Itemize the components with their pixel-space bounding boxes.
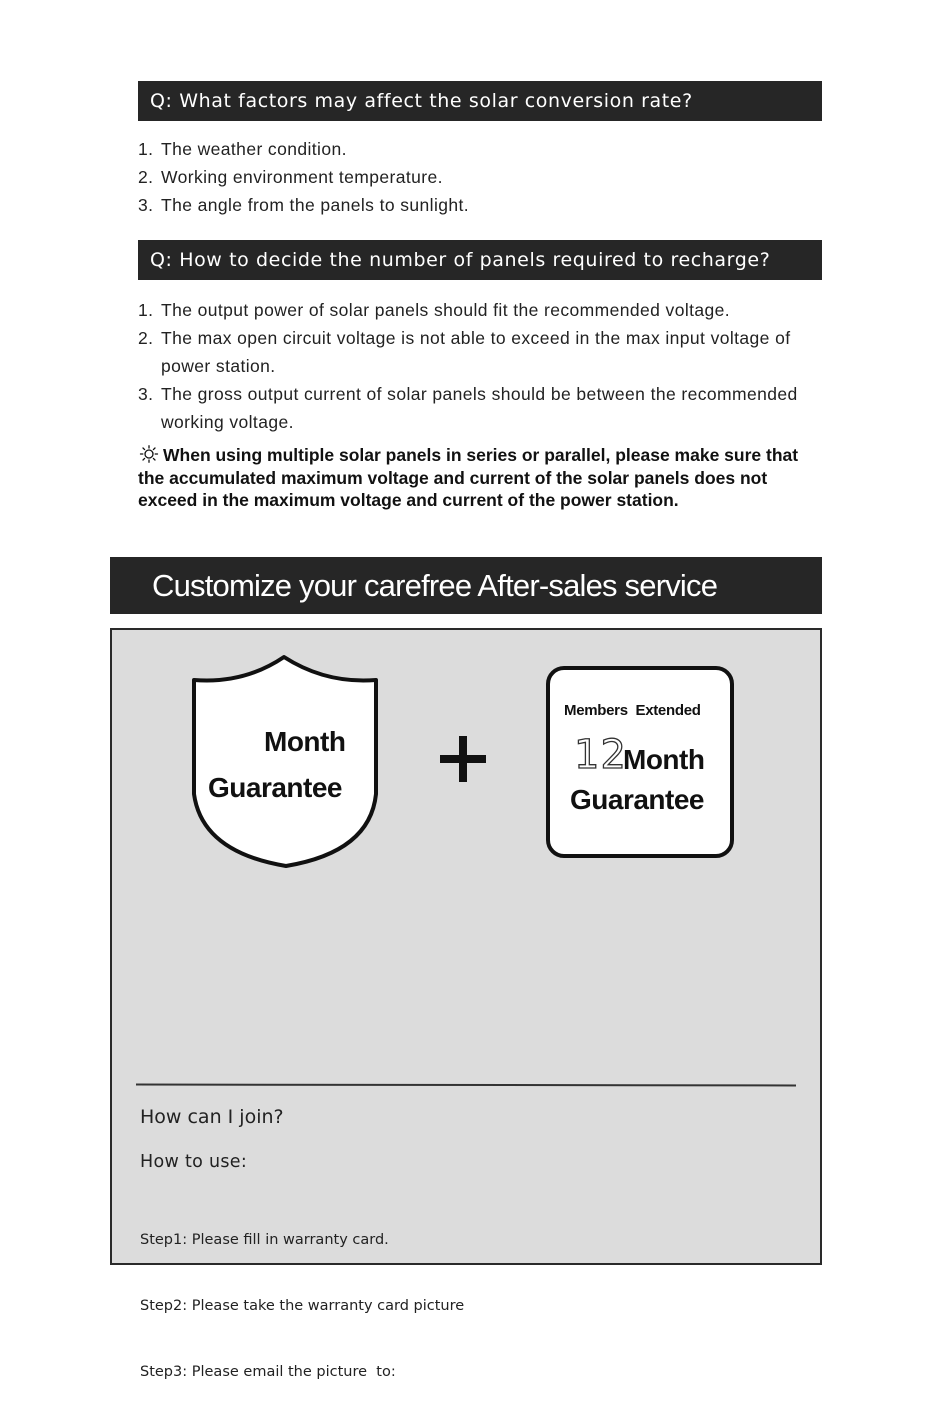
shield-icon xyxy=(190,654,384,870)
faq2-answer-list xyxy=(138,296,821,436)
item-number: 1. xyxy=(138,300,154,320)
item-text: Working environment temperature. xyxy=(161,167,443,187)
item-number: 2. xyxy=(138,328,154,348)
item-number: 3. xyxy=(138,384,154,404)
faq2-question: Q: How to decide the number of panels required to recharge? xyxy=(150,249,771,271)
steps-list xyxy=(140,1185,464,1427)
warning-note xyxy=(138,444,818,512)
shield-guarantee-label: Guarantee xyxy=(208,772,342,803)
item-text: The max open circuit voltage is not able to exceed in the max input voltage of power station. xyxy=(161,328,791,376)
list-item: Step2: Please take the warranty card picture xyxy=(140,1298,465,1314)
item-number: 2. xyxy=(138,167,154,187)
card-guarantee-label: Guarantee xyxy=(570,784,704,815)
extended-warranty-card xyxy=(546,666,734,858)
list-item xyxy=(138,191,469,219)
list-item xyxy=(138,135,469,163)
list-item xyxy=(138,163,469,191)
service-banner xyxy=(110,557,822,614)
service-panel xyxy=(110,628,822,1380)
faq1-answer-list xyxy=(138,135,469,219)
faq1-question-bar xyxy=(138,81,822,121)
shield-month-label: Month xyxy=(264,726,346,757)
item-text: The angle from the panels to sunlight. xyxy=(161,195,470,215)
list-item: Step1: Please fill in warranty card. xyxy=(140,1232,389,1248)
how-to-use-label: How to use: xyxy=(140,1152,248,1172)
faq2-question-bar xyxy=(138,240,822,280)
list-item: Step3: Please email the picture to: xyxy=(140,1364,396,1380)
join-question: How can I join? xyxy=(140,1106,284,1128)
card-month-label: Month xyxy=(623,744,705,775)
card-members-label: Members Extended xyxy=(564,702,701,719)
sun-icon xyxy=(138,445,160,463)
card-number: 12 xyxy=(574,732,627,778)
item-number: 3. xyxy=(138,195,154,215)
divider xyxy=(136,1084,796,1087)
item-text: The weather condition. xyxy=(161,139,347,159)
faq1-question: Q: What factors may affect the solar conversion rate? xyxy=(150,90,693,112)
item-text: The output power of solar panels should fit the recommended voltage. xyxy=(161,300,731,320)
note-text: When using multiple solar panels in series or parallel, please make sure that the accumulated maximum voltage and current of the solar panels does not exceed in the maximum voltage and current of the power station. xyxy=(138,445,799,510)
item-text: The gross output current of solar panels should be between the recommended working voltage. xyxy=(161,384,798,432)
banner-title: Customize your carefree After-sales service xyxy=(152,567,718,603)
list-item xyxy=(138,324,821,380)
plus-icon xyxy=(440,736,486,782)
list-item xyxy=(138,296,821,324)
list-item xyxy=(138,380,801,436)
item-number: 1. xyxy=(138,139,154,159)
